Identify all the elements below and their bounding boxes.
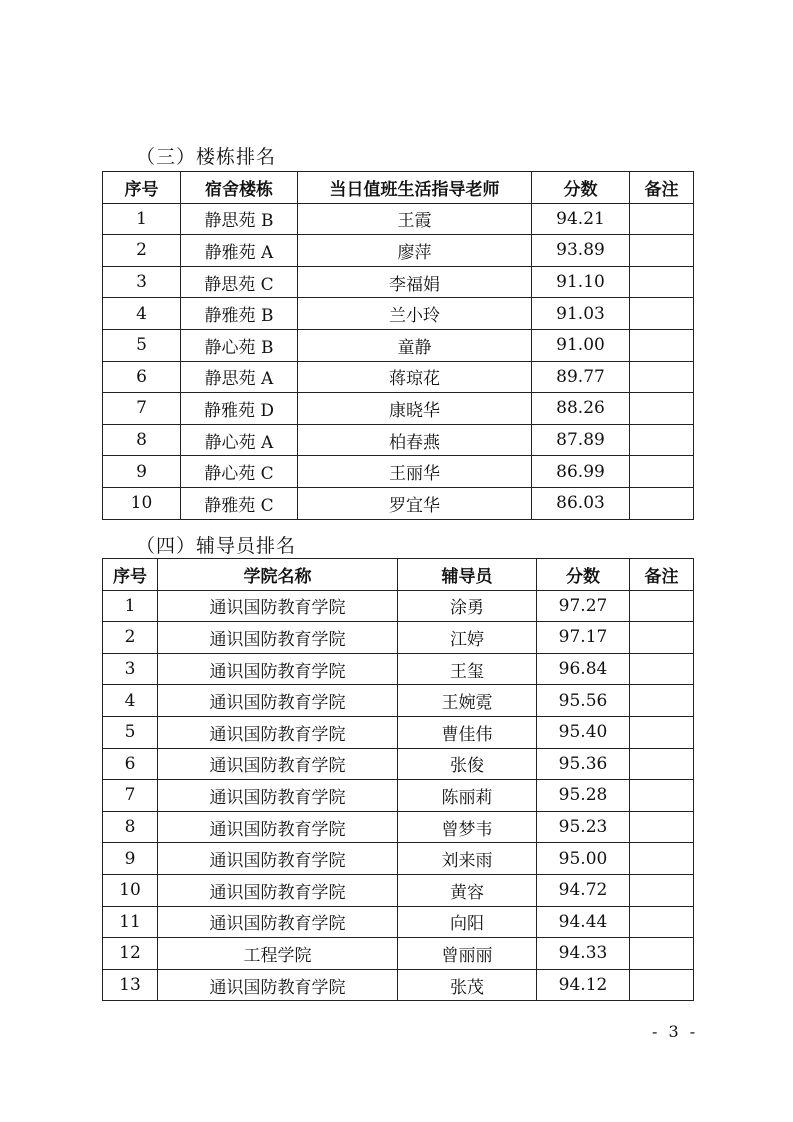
cell-building: 静雅苑 D	[181, 393, 298, 425]
cell-teacher: 王霞	[298, 203, 532, 235]
header-no: 序号	[103, 559, 158, 591]
cell-no: 7	[103, 780, 158, 812]
cell-building: 静雅苑 B	[181, 298, 298, 330]
table-row	[103, 874, 694, 906]
page-number: - 3 -	[652, 1022, 699, 1041]
cell-score: 94.12	[537, 969, 630, 1001]
table-row	[103, 938, 694, 970]
cell-teacher: 廖萍	[298, 235, 532, 267]
cell-no: 2	[103, 622, 158, 654]
cell-note	[630, 424, 694, 456]
cell-note	[630, 906, 694, 938]
table-row	[103, 235, 694, 267]
header-counselor: 辅导员	[398, 559, 537, 591]
cell-no: 9	[103, 456, 181, 488]
cell-college: 通识国防教育学院	[158, 685, 398, 717]
cell-note	[630, 393, 694, 425]
cell-note	[630, 716, 694, 748]
header-no: 序号	[103, 172, 181, 204]
cell-college: 通识国防教育学院	[158, 969, 398, 1001]
cell-counselor: 王婉霓	[398, 685, 537, 717]
cell-building: 静思苑 A	[181, 361, 298, 393]
cell-score: 96.84	[537, 653, 630, 685]
cell-score: 95.56	[537, 685, 630, 717]
table-row	[103, 811, 694, 843]
cell-no: 7	[103, 393, 181, 425]
cell-note	[630, 487, 694, 519]
header-teacher: 当日值班生活指导老师	[298, 172, 532, 204]
table-row	[103, 716, 694, 748]
header-building: 宿舍楼栋	[181, 172, 298, 204]
cell-no: 5	[103, 716, 158, 748]
table-header-row	[103, 559, 694, 591]
table-row	[103, 329, 694, 361]
cell-no: 10	[103, 487, 181, 519]
table-row	[103, 424, 694, 456]
cell-score: 93.89	[532, 235, 630, 267]
cell-no: 1	[103, 203, 181, 235]
cell-score: 94.21	[532, 203, 630, 235]
cell-note	[630, 938, 694, 970]
cell-college: 通识国防教育学院	[158, 590, 398, 622]
cell-college: 工程学院	[158, 938, 398, 970]
table-row	[103, 906, 694, 938]
cell-building: 静雅苑 A	[181, 235, 298, 267]
cell-score: 91.03	[532, 298, 630, 330]
cell-counselor: 江婷	[398, 622, 537, 654]
cell-building: 静心苑 B	[181, 329, 298, 361]
cell-score: 86.99	[532, 456, 630, 488]
header-college: 学院名称	[158, 559, 398, 591]
cell-note	[630, 203, 694, 235]
cell-teacher: 罗宜华	[298, 487, 532, 519]
cell-score: 94.72	[537, 874, 630, 906]
cell-college: 通识国防教育学院	[158, 622, 398, 654]
cell-no: 6	[103, 748, 158, 780]
table-row	[103, 590, 694, 622]
cell-score: 97.27	[537, 590, 630, 622]
table-row	[103, 748, 694, 780]
table-row	[103, 653, 694, 685]
cell-college: 通识国防教育学院	[158, 780, 398, 812]
cell-college: 通识国防教育学院	[158, 748, 398, 780]
cell-note	[630, 653, 694, 685]
cell-note	[630, 780, 694, 812]
cell-score: 91.10	[532, 266, 630, 298]
cell-note	[630, 298, 694, 330]
cell-college: 通识国防教育学院	[158, 874, 398, 906]
table-header-row	[103, 172, 694, 204]
cell-score: 86.03	[532, 487, 630, 519]
building-ranking-title: （三）楼栋排名	[136, 146, 277, 168]
table-row	[103, 780, 694, 812]
cell-counselor: 王玺	[398, 653, 537, 685]
cell-building: 静思苑 C	[181, 266, 298, 298]
cell-score: 88.26	[532, 393, 630, 425]
cell-teacher: 蒋琼花	[298, 361, 532, 393]
cell-teacher: 柏春燕	[298, 424, 532, 456]
cell-score: 95.00	[537, 843, 630, 875]
cell-no: 13	[103, 969, 158, 1001]
cell-counselor: 涂勇	[398, 590, 537, 622]
cell-counselor: 曾丽丽	[398, 938, 537, 970]
cell-building: 静雅苑 C	[181, 487, 298, 519]
cell-no: 6	[103, 361, 181, 393]
cell-college: 通识国防教育学院	[158, 843, 398, 875]
cell-score: 94.33	[537, 938, 630, 970]
cell-note	[630, 685, 694, 717]
cell-note	[630, 456, 694, 488]
cell-no: 5	[103, 329, 181, 361]
cell-score: 95.36	[537, 748, 630, 780]
cell-note	[630, 748, 694, 780]
cell-building: 静思苑 B	[181, 203, 298, 235]
cell-building: 静心苑 C	[181, 456, 298, 488]
table-row	[103, 298, 694, 330]
cell-no: 3	[103, 653, 158, 685]
cell-building: 静心苑 A	[181, 424, 298, 456]
header-score: 分数	[537, 559, 630, 591]
cell-no: 12	[103, 938, 158, 970]
cell-score: 97.17	[537, 622, 630, 654]
cell-counselor: 陈丽莉	[398, 780, 537, 812]
cell-score: 95.23	[537, 811, 630, 843]
cell-college: 通识国防教育学院	[158, 653, 398, 685]
table-row	[103, 203, 694, 235]
cell-no: 10	[103, 874, 158, 906]
cell-teacher: 李福娟	[298, 266, 532, 298]
cell-score: 89.77	[532, 361, 630, 393]
table-row	[103, 622, 694, 654]
cell-counselor: 张茂	[398, 969, 537, 1001]
table-row	[103, 843, 694, 875]
cell-counselor: 黄容	[398, 874, 537, 906]
table-row	[103, 487, 694, 519]
table-row	[103, 393, 694, 425]
cell-score: 95.28	[537, 780, 630, 812]
cell-no: 4	[103, 685, 158, 717]
cell-note	[630, 235, 694, 267]
cell-no: 8	[103, 424, 181, 456]
cell-note	[630, 590, 694, 622]
cell-college: 通识国防教育学院	[158, 811, 398, 843]
cell-teacher: 兰小玲	[298, 298, 532, 330]
cell-note	[630, 969, 694, 1001]
cell-counselor: 曹佳伟	[398, 716, 537, 748]
cell-counselor: 刘来雨	[398, 843, 537, 875]
cell-note	[630, 811, 694, 843]
header-note: 备注	[630, 172, 694, 204]
cell-score: 91.00	[532, 329, 630, 361]
counselor-ranking-table	[102, 558, 694, 1001]
table-row	[103, 456, 694, 488]
cell-note	[630, 622, 694, 654]
building-ranking-table	[102, 171, 694, 520]
cell-counselor: 张俊	[398, 748, 537, 780]
counselor-ranking-title: （四）辅导员排名	[136, 535, 297, 557]
cell-no: 4	[103, 298, 181, 330]
cell-college: 通识国防教育学院	[158, 906, 398, 938]
header-score: 分数	[532, 172, 630, 204]
table-row	[103, 266, 694, 298]
cell-score: 95.40	[537, 716, 630, 748]
cell-note	[630, 329, 694, 361]
cell-score: 94.44	[537, 906, 630, 938]
cell-no: 9	[103, 843, 158, 875]
cell-no: 2	[103, 235, 181, 267]
table-row	[103, 685, 694, 717]
cell-note	[630, 266, 694, 298]
header-note: 备注	[630, 559, 694, 591]
cell-score: 87.89	[532, 424, 630, 456]
table-row	[103, 361, 694, 393]
cell-college: 通识国防教育学院	[158, 716, 398, 748]
cell-teacher: 童静	[298, 329, 532, 361]
cell-teacher: 康晓华	[298, 393, 532, 425]
cell-note	[630, 874, 694, 906]
cell-note	[630, 843, 694, 875]
cell-no: 3	[103, 266, 181, 298]
cell-note	[630, 361, 694, 393]
cell-no: 1	[103, 590, 158, 622]
cell-counselor: 曾梦韦	[398, 811, 537, 843]
cell-no: 8	[103, 811, 158, 843]
table-row	[103, 969, 694, 1001]
cell-no: 11	[103, 906, 158, 938]
cell-teacher: 王丽华	[298, 456, 532, 488]
cell-counselor: 向阳	[398, 906, 537, 938]
